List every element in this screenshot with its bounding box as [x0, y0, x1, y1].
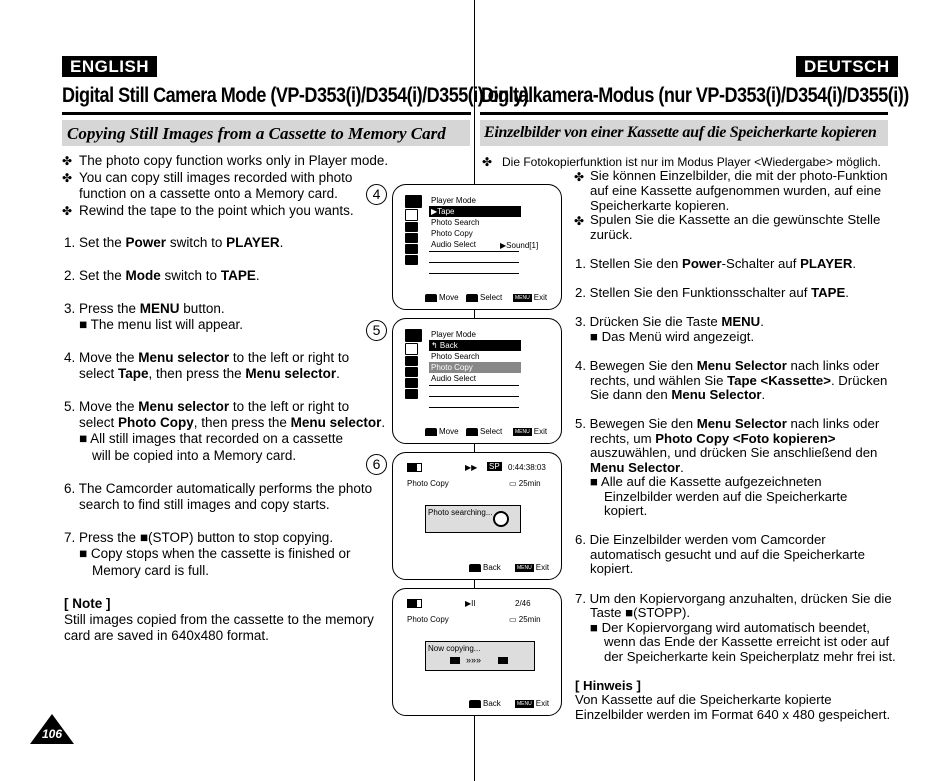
de-step-5c: auszuwählen, und drücken Sie anschließend den	[590, 445, 878, 460]
photo-counter: 2/46	[515, 599, 531, 608]
remaining-time: ▭ 25min	[509, 479, 541, 488]
en-step-7a: 7. Press the ■(STOP) button to stop copying.	[64, 530, 334, 545]
en-bullet-2a: You can copy still images recorded with photo	[79, 170, 353, 185]
bullet-icon: ✤	[482, 155, 493, 169]
de-step-3: 3. Drücken Sie die Taste MENU.	[575, 314, 764, 329]
sp-badge: SP	[489, 462, 500, 471]
de-step-5d: Menu Selector.	[590, 460, 684, 475]
page-number: 106	[41, 727, 63, 741]
menu-item-audio-select[interactable]: Audio Select	[431, 240, 476, 249]
en-step-4a: 4. Move the Menu selector to the left or right to	[64, 350, 350, 365]
lcd-screen-menu-tape	[392, 184, 562, 310]
camera-icon	[405, 329, 422, 342]
menu-item-audio-select[interactable]: Audio Select	[431, 374, 476, 383]
de-step-6a: 6. Die Einzelbilder werden vom Camcorder	[575, 532, 826, 547]
menu-icon-column	[405, 195, 419, 266]
en-step-1: 1. Set the Power switch to PLAYER.	[64, 235, 284, 250]
de-step-7-sub3: der Speicherkarte kein Speicherplatz mehr frei ist.	[604, 649, 896, 664]
de-note-title: [ Hinweis ]	[575, 678, 641, 693]
en-note-1: Still images copied from the cassette to the memory	[64, 612, 374, 627]
page-title-de: Digitalkamera-Modus (nur VP-D353(i)/D354(i)/D355(i))	[481, 84, 909, 107]
en-bullet-3: Rewind the tape to the point which you wants.	[79, 203, 354, 218]
tape-remaining-icon: ▭	[509, 479, 519, 488]
status-text: Now copying...	[428, 644, 481, 653]
de-step-2: 2. Stellen Sie den Funktionsschalter auf TAPE.	[575, 285, 849, 300]
en-step-7-sub2: Memory card is full.	[92, 563, 210, 578]
exit-hint: MENU Exit	[517, 563, 550, 572]
de-bullet-3b: zurück.	[590, 227, 633, 242]
de-bullet-2a: Sie können Einzelbilder, die mit der photo-Funktion	[590, 168, 888, 183]
lang-badge-english: ENGLISH	[62, 56, 157, 77]
step-number-4: 4	[366, 184, 387, 205]
en-step-5-sub2: will be copied into a Memory card.	[92, 448, 297, 463]
de-step-7-sub2: wenn das Ende der Kassette erreicht ist oder auf	[604, 634, 890, 649]
de-bullet-2b: auf eine Kassette aufgenommen wurden, auf eine	[590, 183, 882, 198]
exit-hint: MENU Exit	[515, 427, 548, 436]
status-box	[425, 641, 535, 671]
title-rule-en	[62, 112, 471, 115]
magnifier-icon	[493, 511, 509, 527]
settings-gear-icon	[405, 389, 418, 399]
de-step-7b: Taste ■(STOPP).	[590, 605, 691, 620]
en-step-3: 3. Press the MENU button.	[64, 301, 225, 316]
de-step-4b: rechts, und wählen Sie Tape <Kassette>. Drücken	[590, 373, 888, 388]
de-step-7-sub1: ■ Der Kopiervorgang wird automatisch beendet,	[590, 620, 870, 635]
battery-icon	[407, 599, 422, 608]
photo-icon	[405, 233, 418, 243]
de-step-5-sub2: Einzelbilder werden auf die Speicherkarte	[604, 489, 848, 504]
bullet-icon: ✤	[62, 154, 73, 168]
menu-icon-column	[405, 329, 419, 400]
menu-item-photo-search[interactable]: Photo Search	[431, 352, 480, 361]
title-rule-de	[480, 112, 888, 115]
tape-icon	[405, 209, 418, 221]
remaining-time: ▭ 25min	[509, 615, 541, 624]
exit-hint: MENU Exit	[515, 293, 548, 302]
de-step-1: 1. Stellen Sie den Power-Schalter auf PLAYER.	[575, 256, 857, 271]
de-step-5a: 5. Bewegen Sie den Menu Selector nach links oder	[575, 416, 880, 431]
move-hint: Move	[425, 293, 459, 302]
step-number-6: 6	[366, 454, 387, 475]
joystick-icon	[469, 700, 481, 708]
menu-divider	[429, 251, 519, 252]
select-hint: Select	[466, 427, 502, 436]
lang-badge-deutsch: DEUTSCH	[796, 56, 898, 77]
card-icon	[405, 222, 418, 232]
settings-gear-icon	[405, 255, 418, 265]
en-step-3-sub: ■ The menu list will appear.	[79, 317, 243, 332]
card-icon	[405, 356, 418, 366]
cassette-icon	[450, 657, 460, 664]
joystick-icon	[469, 564, 481, 572]
bullet-icon: ✤	[62, 204, 73, 218]
tape-icon	[405, 343, 418, 355]
de-step-5-sub3: kopiert.	[604, 503, 648, 518]
de-step-3-sub: ■ Das Menü wird angezeigt.	[590, 329, 755, 344]
de-step-6b: automatisch gesucht und auf die Speicherkarte	[590, 547, 865, 562]
tape-remaining-icon: ▭	[509, 615, 519, 624]
menu-item-photo-search[interactable]: Photo Search	[431, 218, 480, 227]
mode-label: Photo Copy	[407, 479, 449, 488]
bullet-icon: ✤	[574, 170, 585, 184]
lcd-screen-now-copying	[392, 588, 562, 716]
stop-icon: ■	[139, 530, 148, 545]
back-hint: Back	[469, 563, 501, 572]
de-step-7a: 7. Um den Kopiervorgang anzuhalten, drücken Sie die	[575, 591, 892, 606]
de-step-6c: kopiert.	[590, 561, 634, 576]
en-step-6b: search to find still images and copy starts.	[79, 497, 330, 512]
en-note-2: card are saved in 640x480 format.	[64, 628, 269, 643]
subtitle-de: Einzelbilder von einer Kassette auf die Speicherkarte kopieren	[484, 124, 877, 141]
display-icon	[405, 378, 418, 388]
sound-setting: ▶Sound[1]	[500, 241, 539, 250]
en-bullet-2b: function on a cassette onto a Memory card.	[79, 186, 338, 201]
lcd-screen-photo-searching	[392, 452, 562, 580]
lcd-screen-menu-photo-copy	[392, 318, 562, 444]
menu-divider	[429, 385, 519, 386]
mode-label: Photo Copy	[407, 615, 449, 624]
menu-item-back[interactable]: ↰ Back	[429, 340, 521, 351]
battery-icon	[407, 463, 422, 472]
display-icon	[405, 244, 418, 254]
de-note-1: Von Kassette auf die Speicherkarte kopierte	[575, 692, 832, 707]
de-note-2: Einzelbilder werden im Format 640 x 480 gespeichert.	[575, 707, 891, 722]
copy-progress-arrows-icon: »»»	[466, 655, 482, 665]
de-step-4a: 4. Bewegen Sie den Menu Selector nach links oder	[575, 358, 880, 373]
page-title-en: Digital Still Camera Mode (VP-D353(i)/D354(i)/D355(i) only)	[62, 84, 529, 107]
de-bullet-1: Die Fotokopierfunktion ist nur im Modus Player <Wiedergabe> möglich.	[502, 155, 881, 169]
exit-hint: MENU Exit	[517, 699, 550, 708]
de-step-5-sub1: ■ Alle auf die Kassette aufgezeichneten	[590, 474, 822, 489]
move-hint: Move	[425, 427, 459, 436]
de-bullet-2c: Speicherkarte kopieren.	[590, 198, 730, 213]
menu-divider	[429, 407, 519, 408]
menu-divider	[429, 273, 519, 274]
joystick-press-icon	[466, 428, 478, 436]
en-bullet-1: The photo copy function works only in Player mode.	[79, 153, 389, 168]
joystick-press-icon	[466, 294, 478, 302]
subtitle-en: Copying Still Images from a Cassette to Memory Card	[67, 124, 446, 143]
joystick-icon	[425, 294, 437, 302]
menu-title: Player Mode	[431, 196, 476, 205]
menu-divider	[429, 396, 519, 397]
de-step-5b: rechts, um Photo Copy <Foto kopieren>	[590, 431, 836, 446]
en-note-title: [ Note ]	[64, 596, 111, 611]
en-step-5b: select Photo Copy, then press the Menu selector.	[79, 415, 386, 430]
memory-card-icon	[498, 657, 508, 664]
menu-item-tape[interactable]: ▶Tape	[429, 206, 521, 217]
en-step-4b: select Tape, then press the Menu selector.	[79, 366, 340, 381]
de-bullet-3a: Spulen Sie die Kassette an die gewünschte Stelle	[590, 212, 881, 227]
en-step-5a: 5. Move the Menu selector to the left or right to	[64, 399, 350, 414]
menu-title: Player Mode	[431, 330, 476, 339]
camera-icon	[405, 195, 422, 208]
bullet-icon: ✤	[62, 171, 73, 185]
menu-item-photo-copy[interactable]: Photo Copy	[431, 229, 473, 238]
menu-item-photo-copy[interactable]: Photo Copy	[429, 362, 521, 373]
play-pause-icon: ▶II	[465, 599, 476, 608]
en-step-7-sub1: ■ Copy stops when the cassette is finished or	[79, 546, 351, 561]
stop-icon: ■	[625, 605, 634, 620]
step-number-5: 5	[366, 320, 387, 341]
status-text: Photo searching...	[428, 508, 493, 517]
bullet-icon: ✤	[574, 214, 585, 228]
en-step-6a: 6. The Camcorder automatically performs the photo	[64, 481, 373, 496]
timecode: 0:44:38:03	[508, 463, 546, 472]
photo-icon	[405, 367, 418, 377]
de-step-4c: Sie dann den Menu Selector.	[590, 387, 766, 402]
menu-divider	[429, 262, 519, 263]
back-hint: Back	[469, 699, 501, 708]
joystick-icon	[425, 428, 437, 436]
fast-forward-icon: ▶▶	[465, 463, 478, 472]
select-hint: Select	[466, 293, 502, 302]
en-step-5-sub1: ■ All still images that recorded on a cassette	[79, 431, 344, 446]
en-step-2: 2. Set the Mode switch to TAPE.	[64, 268, 260, 283]
